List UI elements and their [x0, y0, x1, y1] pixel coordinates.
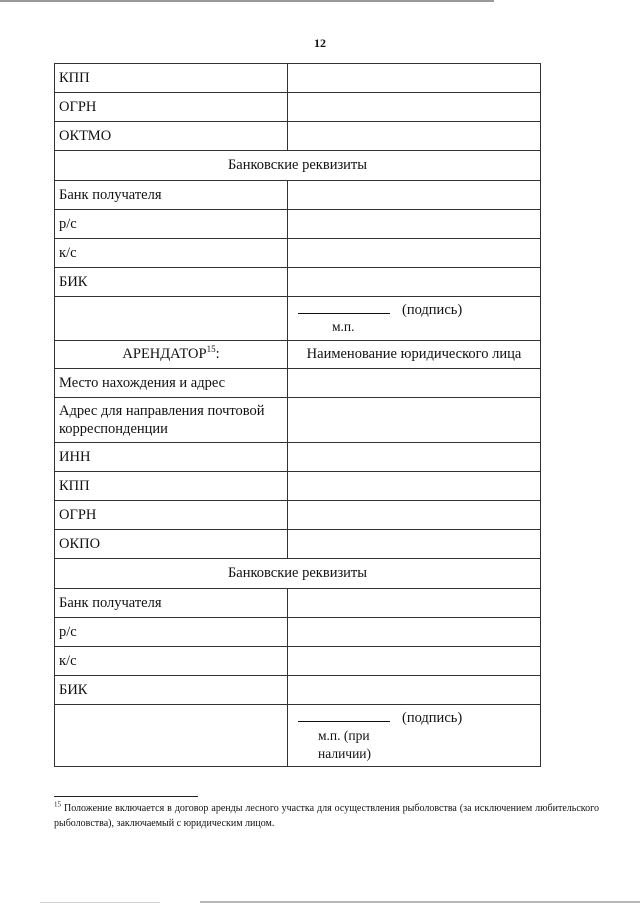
value-cell[interactable]: [288, 239, 541, 268]
value-cell[interactable]: [288, 676, 541, 705]
signature-line[interactable]: [298, 709, 390, 722]
section-header-row: [55, 151, 541, 181]
value-cell[interactable]: [288, 618, 541, 647]
value-cell[interactable]: [288, 268, 541, 297]
stamp-label-line2: наличии): [318, 745, 372, 761]
signature-row: [55, 705, 541, 767]
row-label: ОКПО: [55, 530, 288, 559]
stamp-label: [318, 727, 536, 762]
tenant-label: [55, 341, 288, 369]
signature-label: (подпись): [402, 709, 463, 726]
value-cell[interactable]: [288, 93, 541, 122]
table-row: [55, 64, 541, 93]
table-row: [55, 501, 541, 530]
value-cell[interactable]: [288, 501, 541, 530]
table-row: [55, 647, 541, 676]
row-label: р/с: [55, 210, 288, 239]
table-row: [55, 676, 541, 705]
page-number: 12: [314, 36, 326, 50]
value-cell[interactable]: [288, 398, 541, 443]
value-cell[interactable]: [288, 530, 541, 559]
row-label: КПП: [55, 64, 288, 93]
table-row: [55, 369, 541, 398]
signature-block[interactable]: [288, 705, 541, 767]
footnote-divider: [54, 796, 198, 797]
bank-details-header: Банковские реквизиты: [55, 559, 541, 589]
row-label: Банк получателя: [55, 181, 288, 210]
table-row: [55, 239, 541, 268]
table-row: [55, 268, 541, 297]
row-label: ИНН: [55, 443, 288, 472]
stamp-label-line1: м.п. (при: [318, 728, 370, 744]
row-label: р/с: [55, 618, 288, 647]
table-row: [55, 589, 541, 618]
row-label: БИК: [55, 268, 288, 297]
scan-edge-bottom-left: [40, 902, 160, 903]
value-cell[interactable]: [288, 64, 541, 93]
row-label: БИК: [55, 676, 288, 705]
table-row: [55, 618, 541, 647]
contract-details-table: [54, 63, 541, 767]
value-cell[interactable]: [288, 472, 541, 501]
legal-entity-name-label: Наименование юридического лица: [288, 341, 541, 369]
bank-details-header: Банковские реквизиты: [55, 151, 541, 181]
value-cell[interactable]: [288, 210, 541, 239]
scan-edge-top: [0, 0, 494, 2]
signature-block[interactable]: [288, 297, 541, 341]
row-label: к/с: [55, 239, 288, 268]
empty-cell: [55, 705, 288, 767]
row-label: ОКТМО: [55, 122, 288, 151]
row-label: Место нахождения и адрес: [55, 369, 288, 398]
value-cell[interactable]: [288, 589, 541, 618]
tenant-header-row: [55, 341, 541, 369]
table-row: [55, 472, 541, 501]
footnote-number: 15: [54, 800, 61, 809]
value-cell[interactable]: [288, 443, 541, 472]
row-label: Адрес для направления почтовой корреспонденции: [55, 398, 288, 443]
signature-row: [55, 297, 541, 341]
footnote-text: Положение включается в договор аренды лесного участка для осуществления рыболовства (за исключением любительского рыболовства), заключаемый с юридическим лицом.: [54, 803, 600, 829]
row-label: к/с: [55, 647, 288, 676]
table-row: [55, 530, 541, 559]
table-row: [55, 122, 541, 151]
value-cell[interactable]: [288, 647, 541, 676]
value-cell[interactable]: [288, 122, 541, 151]
value-cell[interactable]: [288, 181, 541, 210]
row-label: ОГРН: [55, 93, 288, 122]
tenant-label-colon: :: [215, 346, 220, 363]
tenant-label-text: АРЕНДАТОР: [122, 346, 207, 363]
signature-label: (подпись): [402, 302, 463, 318]
table-row: [55, 181, 541, 210]
signature-line[interactable]: [298, 301, 390, 314]
table-row: [55, 93, 541, 122]
footnote-ref: 15: [206, 344, 216, 355]
table-row: [55, 398, 541, 443]
section-header-row: [55, 559, 541, 589]
value-cell[interactable]: [288, 369, 541, 398]
scan-edge-bottom: [200, 901, 640, 903]
footnote: [54, 801, 599, 831]
table-row: [55, 210, 541, 239]
row-label: Банк получателя: [55, 589, 288, 618]
row-label: КПП: [55, 472, 288, 501]
empty-cell: [55, 297, 288, 341]
stamp-label: м.п.: [332, 319, 355, 335]
table-row: [55, 443, 541, 472]
row-label: ОГРН: [55, 501, 288, 530]
